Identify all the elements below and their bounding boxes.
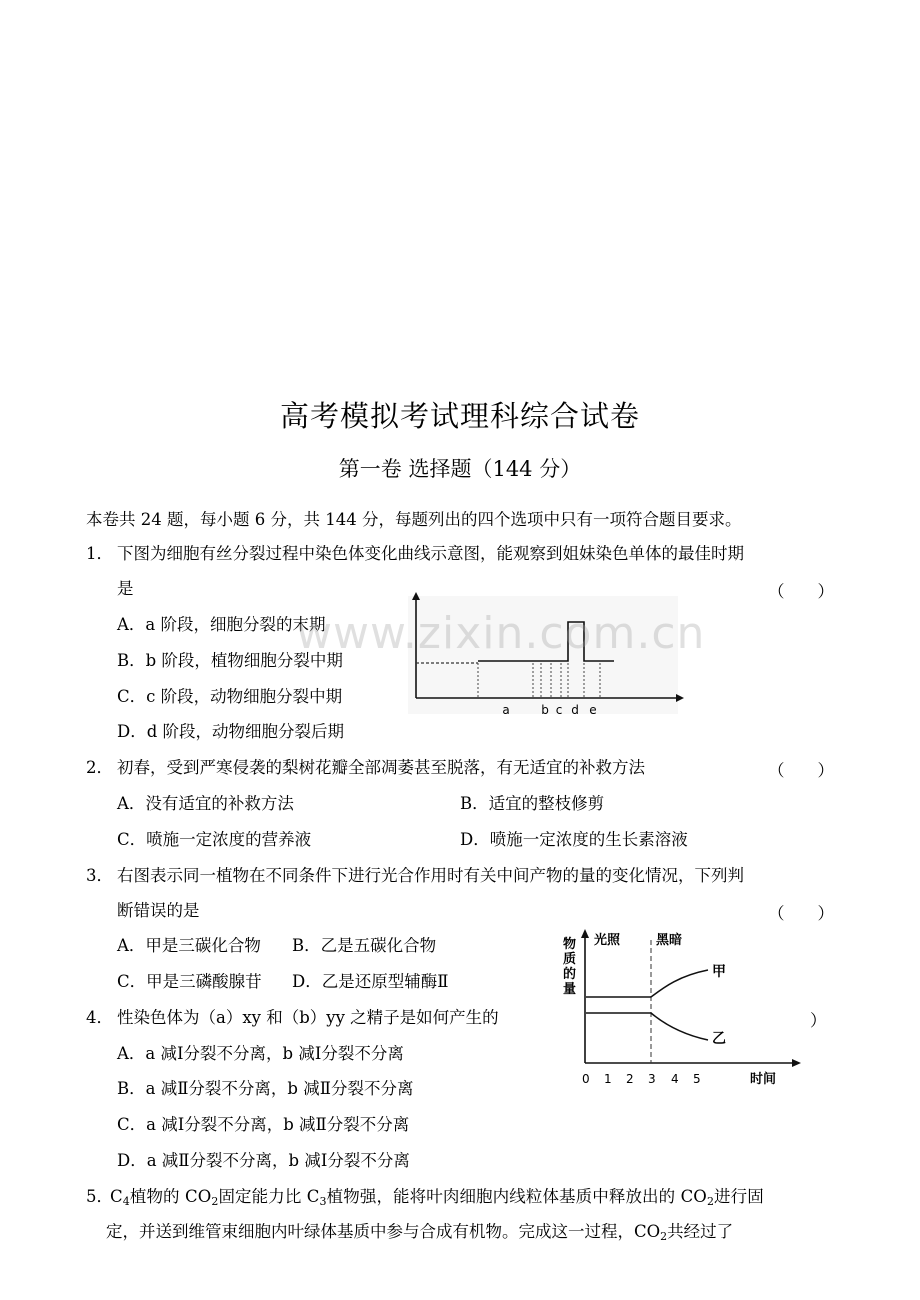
question-stem-cont: 定，并送到维管束细胞内叶绿体基质中参与合成有机物。完成这一过程，$CO_2$共经过了 bbox=[106, 1222, 734, 1243]
option-c: C．甲是三磷酸腺苷 bbox=[117, 972, 262, 991]
x-axis-arrow bbox=[676, 694, 684, 702]
dark-label: 黑暗 bbox=[656, 933, 683, 948]
answer-blank: （ ） bbox=[768, 761, 834, 780]
option-a: A．甲是三碳化合物 bbox=[117, 936, 261, 955]
question-stem-cont: 是 bbox=[117, 579, 134, 598]
ylabel-char-4: 量 bbox=[563, 982, 577, 997]
option-d: D．喷施一定浓度的生长素溶液 bbox=[460, 830, 688, 849]
question-stem: 初春，受到严寒侵袭的梨树花瓣全部凋萎甚至脱落，有无适宜的补救方法 bbox=[117, 758, 645, 777]
photosynthesis-figure bbox=[558, 926, 808, 1096]
option-c: C．a 减Ⅰ分裂不分离，b 减Ⅱ分裂不分离 bbox=[117, 1115, 410, 1134]
answer-blank: （ ） bbox=[768, 904, 834, 923]
option-a: A．a 减Ⅰ分裂不分离，b 减Ⅰ分裂不分离 bbox=[117, 1044, 404, 1063]
section-title: 第一卷 选择题（144 分） bbox=[338, 457, 582, 481]
answer-blank: （ ） bbox=[768, 582, 834, 601]
curve-yi bbox=[586, 1013, 708, 1040]
light-label: 光照 bbox=[594, 933, 621, 948]
option-b: B．b 阶段，植物细胞分裂中期 bbox=[117, 651, 343, 670]
stage-label-e: e bbox=[589, 703, 597, 717]
question-stem: 下图为细胞有丝分裂过程中染色体变化曲线示意图，能观察到姐妹染色单体的最佳时期 bbox=[117, 544, 744, 563]
question-number: 5． bbox=[86, 1187, 113, 1206]
question-stem: 性染色体为（a）xy 和（b）yy 之精子是如何产生的 bbox=[117, 1008, 499, 1027]
question-stem: 右图表示同一植物在不同条件下进行光合作用时有关中间产物的量的变化情况，下列判 bbox=[117, 866, 744, 885]
option-d: D．d 阶段，动物细胞分裂后期 bbox=[117, 722, 345, 741]
option-a: A．没有适宜的补救方法 bbox=[117, 794, 294, 813]
tick-0: 0 bbox=[582, 1072, 590, 1086]
xlabel: 时间 bbox=[750, 1072, 777, 1087]
tick-4: 4 bbox=[671, 1072, 679, 1086]
option-b: B．适宜的整枝修剪 bbox=[460, 794, 605, 813]
stage-label-c: c bbox=[555, 703, 563, 717]
curve-yi-label: 乙 bbox=[712, 1031, 726, 1047]
ylabel-char-1: 物 bbox=[563, 937, 577, 952]
question-stem-cont: 断错误的是 bbox=[117, 901, 200, 920]
option-a: A．a 阶段，细胞分裂的末期 bbox=[117, 615, 326, 634]
curve-jia-label: 甲 bbox=[712, 964, 726, 980]
answer-blank-close: ） bbox=[810, 1011, 827, 1030]
y-axis-arrow bbox=[581, 929, 589, 938]
option-c: C．喷施一定浓度的营养液 bbox=[117, 830, 312, 849]
question-number: 4． bbox=[86, 1008, 113, 1027]
exam-title: 高考模拟考试理科综合试卷 bbox=[279, 399, 640, 433]
ylabel-char-3: 的 bbox=[563, 967, 577, 982]
option-d: D．乙是还原型辅酶Ⅱ bbox=[292, 972, 449, 991]
stage-label-d: d bbox=[571, 703, 579, 717]
option-d: D．a 减Ⅱ分裂不分离，b 减Ⅰ分裂不分离 bbox=[117, 1151, 410, 1170]
question-number: 1． bbox=[86, 544, 113, 563]
curve-jia bbox=[586, 970, 708, 997]
tick-2: 2 bbox=[626, 1072, 634, 1086]
stage-label-b: b bbox=[541, 703, 549, 717]
ylabel-char-2: 质 bbox=[563, 952, 577, 967]
x-axis-arrow bbox=[792, 1059, 801, 1067]
section-intro: 本卷共 24 题，每小题 6 分，共 144 分，每题列出的四个选项中只有一项符合题目要求。 bbox=[86, 510, 742, 529]
tick-1: 1 bbox=[604, 1072, 612, 1086]
question-number: 3． bbox=[86, 866, 113, 885]
tick-3: 3 bbox=[648, 1072, 656, 1086]
option-b: B．a 减Ⅱ分裂不分离，b 减Ⅱ分裂不分离 bbox=[117, 1079, 414, 1098]
stage-label-a: a bbox=[502, 703, 510, 717]
option-c: C．c 阶段，动物细胞分裂中期 bbox=[117, 687, 343, 706]
question-number: 2． bbox=[86, 758, 113, 777]
question-stem: $C_4$植物的 $CO_2$固定能力比 $C_3$植物强，能将叶肉细胞内线粒体基质中释放出的 $CO_2$进行固 bbox=[110, 1187, 764, 1208]
tick-5: 5 bbox=[693, 1072, 701, 1086]
option-b: B．乙是五碳化合物 bbox=[292, 936, 437, 955]
watermark: www.zixin.com.cn bbox=[296, 608, 706, 659]
